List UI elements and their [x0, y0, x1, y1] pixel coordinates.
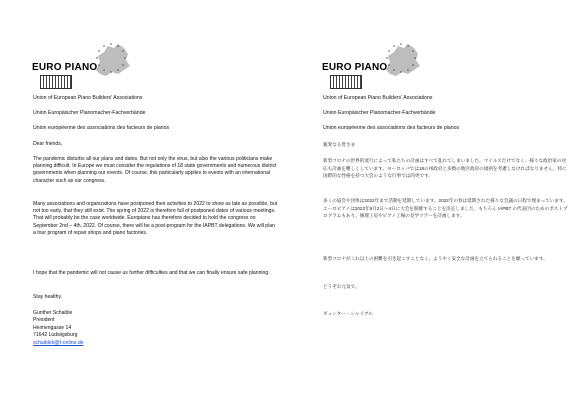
- jp-paragraph-2: 多くの協会や団体は2022年まで活動を延期しています。2022年の春は延期された様々な会議の日程で埋まっています。ユーロピアノは2022年9月2日～4日に大会を開催することを決定しました。もちろん IAPBT の代表団のためのポストプログラムもあり、修理工房やピアノ工場の見学ツアーを計画します。: [323, 198, 568, 219]
- signature-block: [33, 310, 83, 347]
- jp-closing: どうぞお元気で。: [323, 284, 360, 289]
- jp-paragraph-1: 新型コロナの世界的流行によって私たちの計画はすべて乱れてしまいました。ウイルスだけでなく、様々な政治家の対応も計画を難しくしています。ヨーロッパでは18の州政府と多数の地区政府の規則を考慮しなければなりません。特に国際的な性格を持つ大会のような行事では尚更です。: [323, 158, 567, 179]
- logo-wordmark: EURO PIANO: [32, 62, 98, 73]
- signature-name: Gunther Schaible: [33, 310, 73, 316]
- header-line-english: Union of European Piano Builders' Associations: [33, 95, 143, 101]
- header-line-french: Union européenne des associations des facteurs de pianos: [323, 125, 460, 131]
- closing: Stay healthy.: [33, 294, 63, 300]
- header-line-german: Union Europäischer Pianomacher-Fachverbände: [323, 110, 436, 116]
- signature-street: Heimengasse 14: [33, 324, 72, 331]
- signature-email-link[interactable]: schaibleb@t-online.de: [33, 339, 84, 346]
- paragraph-2: Many associations and organizations have postponed their activities to 2022 to show as late as possible, but not too early, that they still exist. The spring of 2022 is therefore full of postponed dates of various meetings. That will probably be the case worldwide. Europiano has therefore decided to hold the congress on September 2nd – 4th, 2022. Of course, there will be a post-program for the IAPBT delegations. We will plan a tour program of repair shops and piano factories.: [33, 201, 278, 236]
- jp-greeting: 親愛なる皆さま: [323, 142, 356, 147]
- header-line-english: Union of European Piano Builders' Associations: [323, 95, 433, 101]
- europe-map-icon: [378, 40, 424, 80]
- piano-keys-icon: [40, 75, 72, 89]
- greeting: Dear friends,: [33, 141, 63, 147]
- signature-city: 71642 Ludwigsburg: [33, 332, 78, 339]
- paragraph-1: The pandemic disturbs all our plans and dates. But not only the virus, but also the various politicians make planning difficult. In Europe we must consider the regulations of 18 state governments and numerous district governments when planning our events. Of course, this particularly applies to events with an international character such as our congress.: [33, 156, 277, 184]
- europe-map-icon: [88, 40, 134, 80]
- signature-title: President: [33, 317, 55, 324]
- letter-page-japanese: [290, 0, 580, 410]
- header-line-german: Union Europäischer Pianomacher-Fachverbände: [33, 110, 146, 116]
- logo-wordmark: EURO PIANO: [322, 62, 388, 73]
- header-line-french: Union européenne des associations des facteurs de pianos: [33, 125, 170, 131]
- jp-paragraph-3: 新型コロナがこれ以上の困難を引き起こすことなく、ようやく安全な計画を立てられることを願っています。: [323, 256, 548, 261]
- paragraph-3: I hope that the pandemic will not cause us further difficulties and that we can finally ensure safe planning.: [33, 270, 270, 276]
- piano-keys-icon: [330, 75, 362, 89]
- europiano-logo: [322, 40, 422, 88]
- europiano-logo: [32, 40, 132, 88]
- jp-signature-name: ギュンター・シャイブル: [323, 311, 373, 316]
